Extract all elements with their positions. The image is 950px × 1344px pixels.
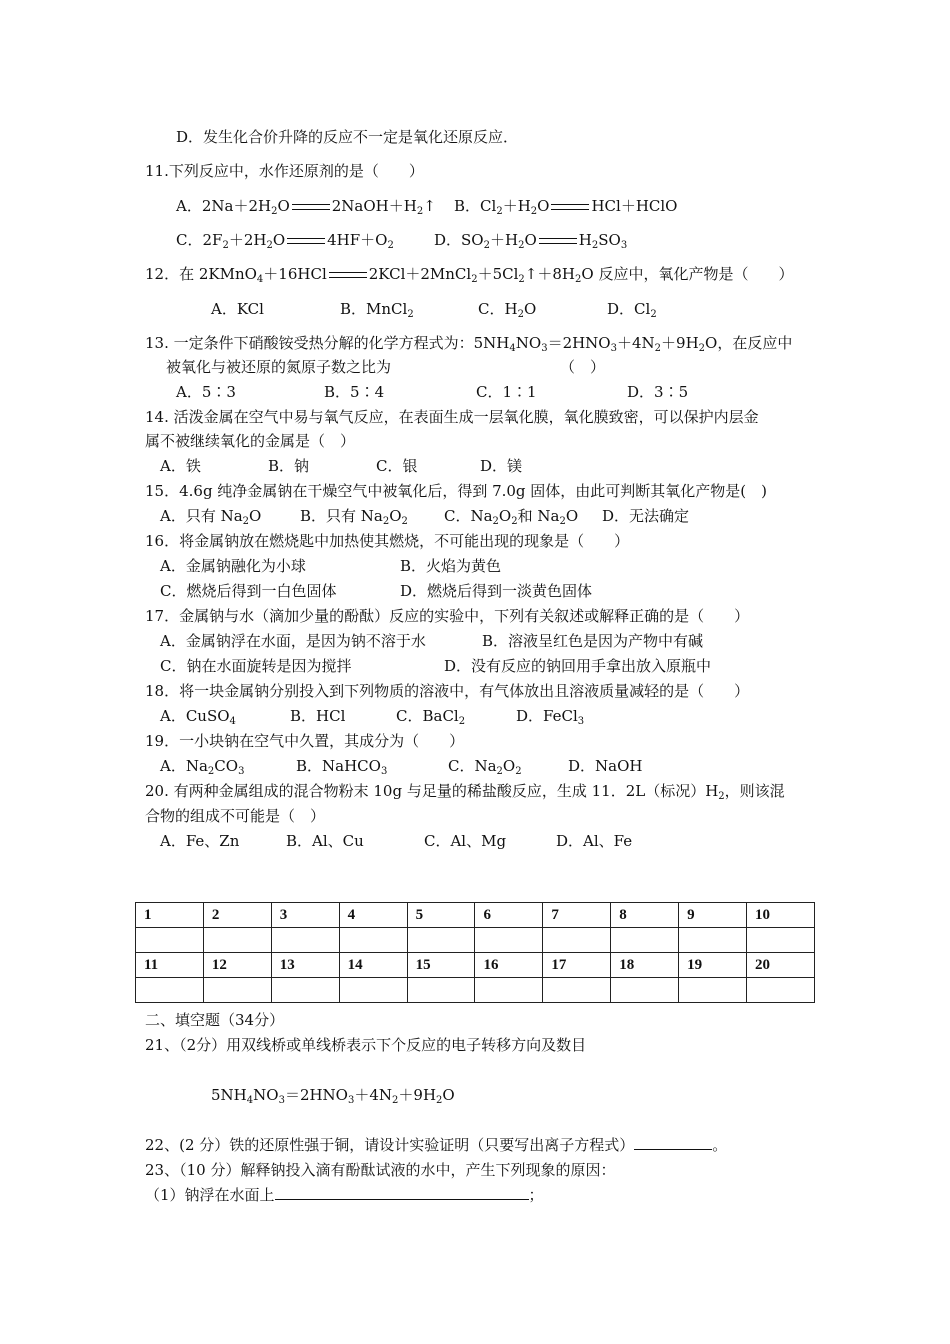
q16-option-b: B．火焰为黄色 bbox=[400, 557, 502, 575]
q11-stem: 11.下列反应中，水作还原剂的是（ ） bbox=[145, 162, 424, 180]
q11-option-b: B．$Cl_2+H_2O$ HCl＋HClO bbox=[454, 197, 678, 217]
q18-option-d: D．FeCl$_3$ bbox=[516, 707, 585, 727]
answer-header-cell: 2 bbox=[203, 903, 271, 928]
q12-option-b: B．MnCl$_2$ bbox=[340, 300, 414, 320]
q12-option-d: D．$Cl_2$ bbox=[607, 300, 657, 320]
table-row bbox=[136, 978, 815, 1003]
q12-stem: 12．在 2KMnO$_4$＋16HCl $2KCl+2MnCl_2+5Cl_2↑+8H_2O$ 反应中，氧化产物是（ ） bbox=[145, 265, 794, 285]
answer-table bbox=[135, 902, 815, 1003]
table-row bbox=[136, 953, 815, 978]
q11-option-c: C．$2F_2+2H_2O$ $4HF+O_2$ bbox=[176, 231, 394, 251]
q18-option-b: B．HCl bbox=[290, 707, 346, 725]
table-row bbox=[136, 903, 815, 928]
answer-header-cell: 7 bbox=[543, 903, 611, 928]
q15-option-a: A．只有 $Na_2O$ bbox=[160, 507, 262, 527]
answer-input-cell[interactable] bbox=[747, 928, 815, 953]
q17-option-c: C．钠在水面旋转是因为搅拌 bbox=[160, 657, 352, 675]
answer-input-cell[interactable] bbox=[339, 978, 407, 1003]
answer-header-cell: 14 bbox=[339, 953, 407, 978]
equals-double-line bbox=[539, 234, 577, 248]
q12-option-a: A．KCl bbox=[211, 300, 264, 318]
q14-option-b: B．钠 bbox=[268, 457, 310, 475]
q16-stem: 16．将金属钠放在燃烧匙中加热使其燃烧，不可能出现的现象是（ ） bbox=[145, 532, 630, 550]
answer-input-cell[interactable] bbox=[271, 978, 339, 1003]
q18-stem: 18．将一块金属钠分别投入到下列物质的溶液中，有气体放出且溶液质量减轻的是（ ） bbox=[145, 682, 750, 700]
q10-option-d: D．发生化合价升降的反应不一定是氧化还原反应． bbox=[176, 128, 519, 146]
q20-option-a: A．Fe、Zn bbox=[160, 832, 240, 850]
q14-option-d: D．镁 bbox=[480, 457, 523, 475]
answer-input-cell[interactable] bbox=[407, 928, 475, 953]
q16-option-a: A．金属钠融化为小球 bbox=[160, 557, 306, 575]
answer-input-cell[interactable] bbox=[271, 928, 339, 953]
q23-part1: （1）钠浮在水面上 ； bbox=[145, 1186, 544, 1204]
q16-option-d: D．燃烧后得到一淡黄色固体 bbox=[400, 582, 593, 600]
q13-stem-line2: 被氧化与被还原的氮原子数之比为 bbox=[166, 358, 392, 376]
q14-stem-line1: 14. 活泼金属在空气中易与氧气反应，在表面生成一层氧化膜，氧化膜致密，可以保护内层金 bbox=[145, 408, 759, 426]
q19-stem: 19．一小块钠在空气中久置，其成分为（ ） bbox=[145, 732, 465, 750]
q19-option-b: B．NaHCO$_3$ bbox=[296, 757, 388, 777]
equals-double-line bbox=[287, 234, 325, 248]
q13-option-d: D．3∶5 bbox=[627, 383, 689, 401]
answer-input-cell[interactable] bbox=[203, 928, 271, 953]
q21-equation: $5NH_4NO_3=2HNO_3+4N_2+9H_2O$ bbox=[211, 1086, 455, 1106]
answer-header-cell: 13 bbox=[271, 953, 339, 978]
q13-answer-paren: （ ） bbox=[560, 358, 606, 376]
answer-header-cell: 8 bbox=[611, 903, 679, 928]
q14-option-c: C．银 bbox=[376, 457, 418, 475]
q21-stem: 21、（2分）用双线桥或单线桥表示下个反应的电子转移方向及数目 bbox=[145, 1036, 587, 1054]
section-title: 二、填空题（34分） bbox=[145, 1011, 285, 1029]
q19-option-a: A．$Na_2CO_3$ bbox=[160, 757, 245, 777]
answer-header-cell: 5 bbox=[407, 903, 475, 928]
q17-option-d: D．没有反应的钠回用手拿出放入原瓶中 bbox=[444, 657, 712, 675]
answer-input-cell[interactable] bbox=[611, 928, 679, 953]
q15-option-d: D．无法确定 bbox=[602, 507, 690, 525]
q15-option-b: B．只有 $Na_2O_2$ bbox=[300, 507, 408, 527]
q15-option-c: C．$Na_2O_2$和 $Na_2O$ bbox=[444, 507, 579, 527]
q17-option-a: A．金属钠浮在水面，是因为钠不溶于水 bbox=[160, 632, 426, 650]
answer-header-cell: 20 bbox=[747, 953, 815, 978]
answer-input-cell[interactable] bbox=[543, 978, 611, 1003]
answer-input-cell[interactable] bbox=[679, 928, 747, 953]
answer-header-cell: 16 bbox=[475, 953, 543, 978]
answer-input-cell[interactable] bbox=[679, 978, 747, 1003]
answer-input-cell[interactable] bbox=[543, 928, 611, 953]
q11-option-a: A．$2Na+2H_2O$ $2NaOH+H_2↑$ bbox=[176, 197, 436, 217]
q13-stem-line1: 13. 一定条件下硝酸铵受热分解的化学方程式为：$5NH_4NO_3=2HNO_3+4N_2+9H_2O$，在反应中 bbox=[145, 334, 793, 354]
answer-header-cell: 18 bbox=[611, 953, 679, 978]
answer-header-cell: 19 bbox=[679, 953, 747, 978]
answer-input-cell[interactable] bbox=[136, 978, 204, 1003]
q22-stem: 22、(2 分）铁的还原性强于铜，请设计实验证明（只要写出离子方程式） 。 bbox=[145, 1136, 728, 1154]
q19-option-d: D．NaOH bbox=[568, 757, 643, 775]
q23-stem: 23、（10 分）解释钠投入滴有酚酞试液的水中，产生下列现象的原因： bbox=[145, 1161, 616, 1179]
answer-header-cell: 6 bbox=[475, 903, 543, 928]
answer-header-cell: 3 bbox=[271, 903, 339, 928]
q13-option-a: A．5∶3 bbox=[176, 383, 236, 401]
q20-stem-line2: 合物的组成不可能是（ ） bbox=[145, 807, 326, 825]
q20-stem-line1: 20. 有两种金属组成的混合物粉末 10g 与足量的稀盐酸反应，生成 11．2L（标况）$H_2$，则该混 bbox=[145, 782, 785, 802]
answer-input-cell[interactable] bbox=[611, 978, 679, 1003]
q11-option-d: D．$SO_2+H_2O$ $H_2SO_3$ bbox=[434, 231, 628, 251]
q20-option-b: B．Al、Cu bbox=[286, 832, 364, 850]
answer-header-cell: 9 bbox=[679, 903, 747, 928]
q13-option-c: C．1∶1 bbox=[476, 383, 537, 401]
q18-option-a: A．CuSO$_4$ bbox=[160, 707, 236, 727]
answer-input-cell[interactable] bbox=[407, 978, 475, 1003]
q18-option-c: C．BaCl$_2$ bbox=[396, 707, 466, 727]
table-row bbox=[136, 928, 815, 953]
q15-stem: 15．4.6g 纯净金属钠在干燥空气中被氧化后，得到 7.0g 固体，由此可判断其氧化产物是( ) bbox=[145, 482, 768, 500]
answer-blank[interactable] bbox=[634, 1135, 712, 1150]
q14-stem-line2: 属不被继续氧化的金属是（ ） bbox=[145, 432, 356, 450]
q20-option-c: C．Al、Mg bbox=[424, 832, 507, 850]
answer-header-cell: 4 bbox=[339, 903, 407, 928]
q17-stem: 17．金属钠与水（滴加少量的酚酞）反应的实验中，下列有关叙述或解释正确的是（ ） bbox=[145, 607, 750, 625]
answer-header-cell: 17 bbox=[543, 953, 611, 978]
answer-input-cell[interactable] bbox=[475, 928, 543, 953]
equals-double-line bbox=[292, 200, 330, 214]
q16-option-c: C．燃烧后得到一白色固体 bbox=[160, 582, 337, 600]
answer-input-cell[interactable] bbox=[747, 978, 815, 1003]
answer-header-cell: 10 bbox=[747, 903, 815, 928]
answer-header-cell: 15 bbox=[407, 953, 475, 978]
q17-option-b: B．溶液呈红色是因为产物中有碱 bbox=[482, 632, 704, 650]
answer-input-cell[interactable] bbox=[475, 978, 543, 1003]
answer-input-cell[interactable] bbox=[203, 978, 271, 1003]
answer-input-cell[interactable] bbox=[136, 928, 204, 953]
q13-option-b: B．5∶4 bbox=[324, 383, 385, 401]
q12-option-c: C．$H_2O$ bbox=[478, 300, 537, 320]
answer-header-cell: 11 bbox=[136, 953, 204, 978]
answer-header-cell: 12 bbox=[203, 953, 271, 978]
answer-input-cell[interactable] bbox=[339, 928, 407, 953]
equals-double-line bbox=[551, 200, 589, 214]
equals-double-line bbox=[329, 268, 367, 282]
q20-option-d: D．Al、Fe bbox=[556, 832, 633, 850]
q14-option-a: A．铁 bbox=[160, 457, 201, 475]
q19-option-c: C．$Na_2O_2$ bbox=[448, 757, 522, 777]
answer-blank[interactable] bbox=[275, 1185, 529, 1200]
answer-header-cell: 1 bbox=[136, 903, 204, 928]
